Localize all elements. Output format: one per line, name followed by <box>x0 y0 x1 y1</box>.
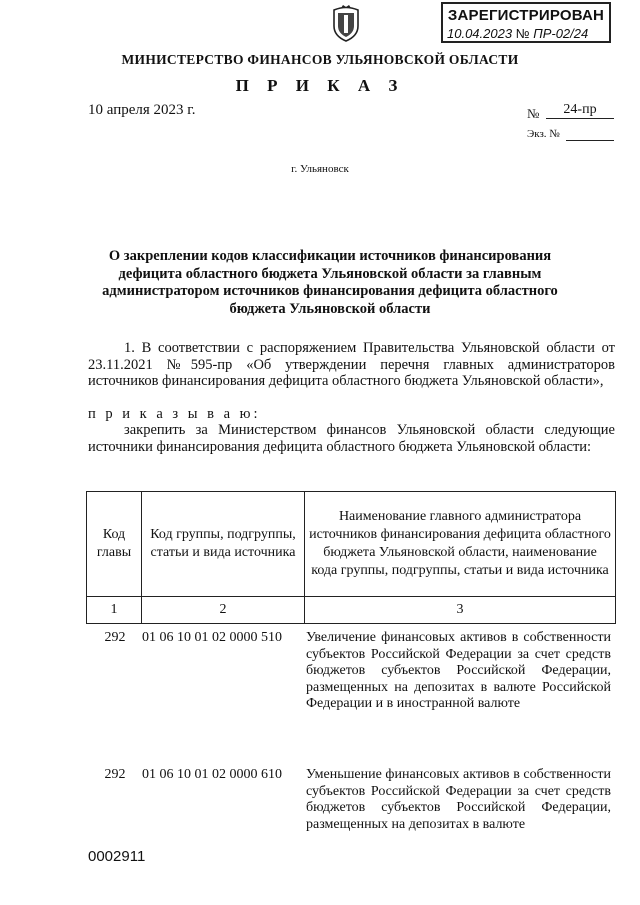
stamp-number: ПР-02/24 <box>533 26 589 41</box>
ministry-name: МИНИСТЕРСТВО ФИНАНСОВ УЛЬЯНОВСКОЙ ОБЛАСТИ <box>121 52 519 67</box>
table-row-2-name: Уменьшение финансовых активов в собственности субъектов Российской Федерации за счет средств бюджетов субъектов Российской Федерации, размещенных на депозитах в валюте <box>306 767 611 832</box>
stamp-date: 10.04.2023 <box>447 26 513 41</box>
column-number-3: 3 <box>305 597 616 624</box>
document-number-label: № <box>527 106 540 121</box>
stamp-title: ЗАРЕГИСТРИРОВАН <box>447 7 605 24</box>
table-row-1-name: Увеличение финансовых активов в собственности субъектов Российской Федерации за счет средств бюджетов субъектов Российской Федерации, размещенных на депозитах в валюте Российской Федерации и в иностранной валюте <box>306 630 611 711</box>
document-date: 10 апреля 2023 г. <box>88 102 196 118</box>
document-type: П Р И К А З <box>235 76 405 95</box>
column-number-1: 1 <box>87 597 142 624</box>
table-header-source-code: Код группы, подгруппы, статьи и вида источника <box>142 492 305 597</box>
table-row-1-source-code: 01 06 10 01 02 0000 510 <box>142 630 282 645</box>
table-header-name: Наименование главного администратора источников финансирования дефицита областного бюджета Ульяновской области, наименование кода группы, подгруппы, статьи и вида источника <box>305 492 616 597</box>
table-header-row <box>87 492 616 597</box>
sources-table <box>86 491 616 624</box>
registration-stamp <box>441 2 611 43</box>
table-row-1-code: 292 <box>104 630 126 645</box>
copy-number-label: Экз. № <box>527 128 560 140</box>
table-row-2-source-code: 01 06 10 01 02 0000 610 <box>142 767 282 782</box>
column-number-2: 2 <box>142 597 305 624</box>
document-number: 24-пр <box>546 102 614 119</box>
stamp-details <box>447 26 603 41</box>
paragraph-basis: 1. В соответствии с распоряжением Правительства Ульяновской области от 23.11.2021 №595-пр «Об утверждении перечня главных администраторов источников финансирования дефицита областного бюджета Ульяновской области», <box>88 340 615 389</box>
table-column-numbers-row <box>87 597 616 624</box>
table-header-code: Код главы <box>87 492 142 597</box>
coat-of-arms-icon <box>331 4 361 42</box>
table-row-2-code: 292 <box>104 767 126 782</box>
paragraph-assign: закрепить за Министерством финансов Ульяновской области следующие источники финансирования дефицита областного бюджета Ульяновской области: <box>88 422 615 455</box>
orders-line: п р и к а з ы в а ю: <box>88 406 261 422</box>
copy-number-line <box>566 140 614 141</box>
document-city: г. Ульяновск <box>291 163 349 175</box>
stamp-number-label: № <box>515 26 530 41</box>
form-serial-number: 0002911 <box>88 848 146 865</box>
document-heading: О закреплении кодов классификации источников финансирования дефицита областного бюджета Ульяновской области за главным администратором источников финансирования дефицита областного бюджета Ульяновской области <box>102 248 558 317</box>
